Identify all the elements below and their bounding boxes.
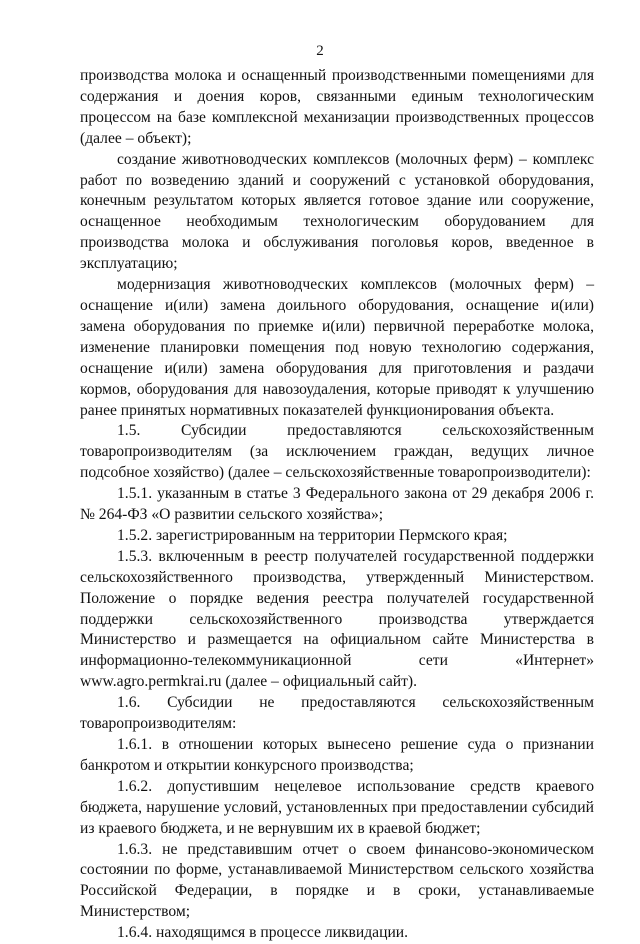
paragraph-creation-definition: создание животноводческих комплексов (молочных ферм) – комплекс работ по возведению зданий и сооружений с установкой оборудования, конечным результатом которых является готовое здание или сооружение, оснащенное необходимым технологическим оборудованием для производства молока и обслуживания поголовья коров, введенное в эксплуатацию; <box>80 150 594 273</box>
paragraph-1-6-1: 1.6.1. в отношении которых вынесено решение суда о признании банкротом и открытии конкурсного производства; <box>80 736 594 774</box>
paragraph-1-6-4: 1.6.4. находящимся в процессе ликвидации. <box>117 924 409 942</box>
paragraph-1-6-3: 1.6.3. не представившим отчет о своем финансово-экономическом состоянии по форме, устанавливаемой Министерством сельского хозяйства Российской Федерации, в порядке и в сроки, устанавливаемые Министерством; <box>80 840 594 921</box>
page-number: 2 <box>316 43 324 59</box>
paragraph-1-6: 1.6. Субсидии не предоставляются сельскохозяйственным товаропроизводителям: <box>80 694 594 733</box>
paragraph-1-6-2: 1.6.2. допустившим нецелевое использование средств краевого бюджета, нарушение условий, установленных при предоставлении субсидий из краевого бюджета, и не вернувшим их в краевой бюджет; <box>80 777 594 837</box>
paragraph-1-5-1: 1.5.1. указанным в статье 3 Федерального закона от 29 декабря 2006 г. № 264-ФЗ «О развитии сельского хозяйства»; <box>80 485 594 524</box>
paragraph-1-5-3: 1.5.3. включенным в реестр получателей государственной поддержки сельскохозяйственного производства, утвержденный Министерством. Положение о порядке ведения реестра получателей государственной поддержки сельскохозяйственного производства утверждается Министерство и размещается на официальном сайте Министерства в информационно-телекоммуникационной сети «Интернет» www.agro.permkrai.ru (далее – официальный сайт). <box>80 547 594 691</box>
paragraph-1-5-2: 1.5.2. зарегистрированным на территории Пермского края; <box>117 526 508 544</box>
paragraph-object-definition-end: производства молока и оснащенный производственными помещениями для содержания и доения коров, связанными единым технологическим процессом на базе комплексной механизации производственных процессов (далее – объект); <box>80 67 594 147</box>
paragraph-modernization-definition: модернизация животноводческих комплексов (молочных ферм) – оснащение и(или) замена доильного оборудования, оснащение и(или) замена оборудования по приемке и(или) первичной переработке молока, изменение планировки помещения под новую технологию содержания, оснащение и(или) замена оборудования для приготовления и раздачи кормов, оборудования для навозоудаления, которые приводят к улучшению ранее принятых нормативных показателей функционирования объекта. <box>80 276 594 419</box>
paragraph-1-5: 1.5. Субсидии предоставляются сельскохозяйственным товаропроизводителям (за исключением граждан, ведущих личное подсобное хозяйство) (далее – сельскохозяйственные товаропроизводители): <box>80 422 594 482</box>
document-body <box>80 66 594 944</box>
